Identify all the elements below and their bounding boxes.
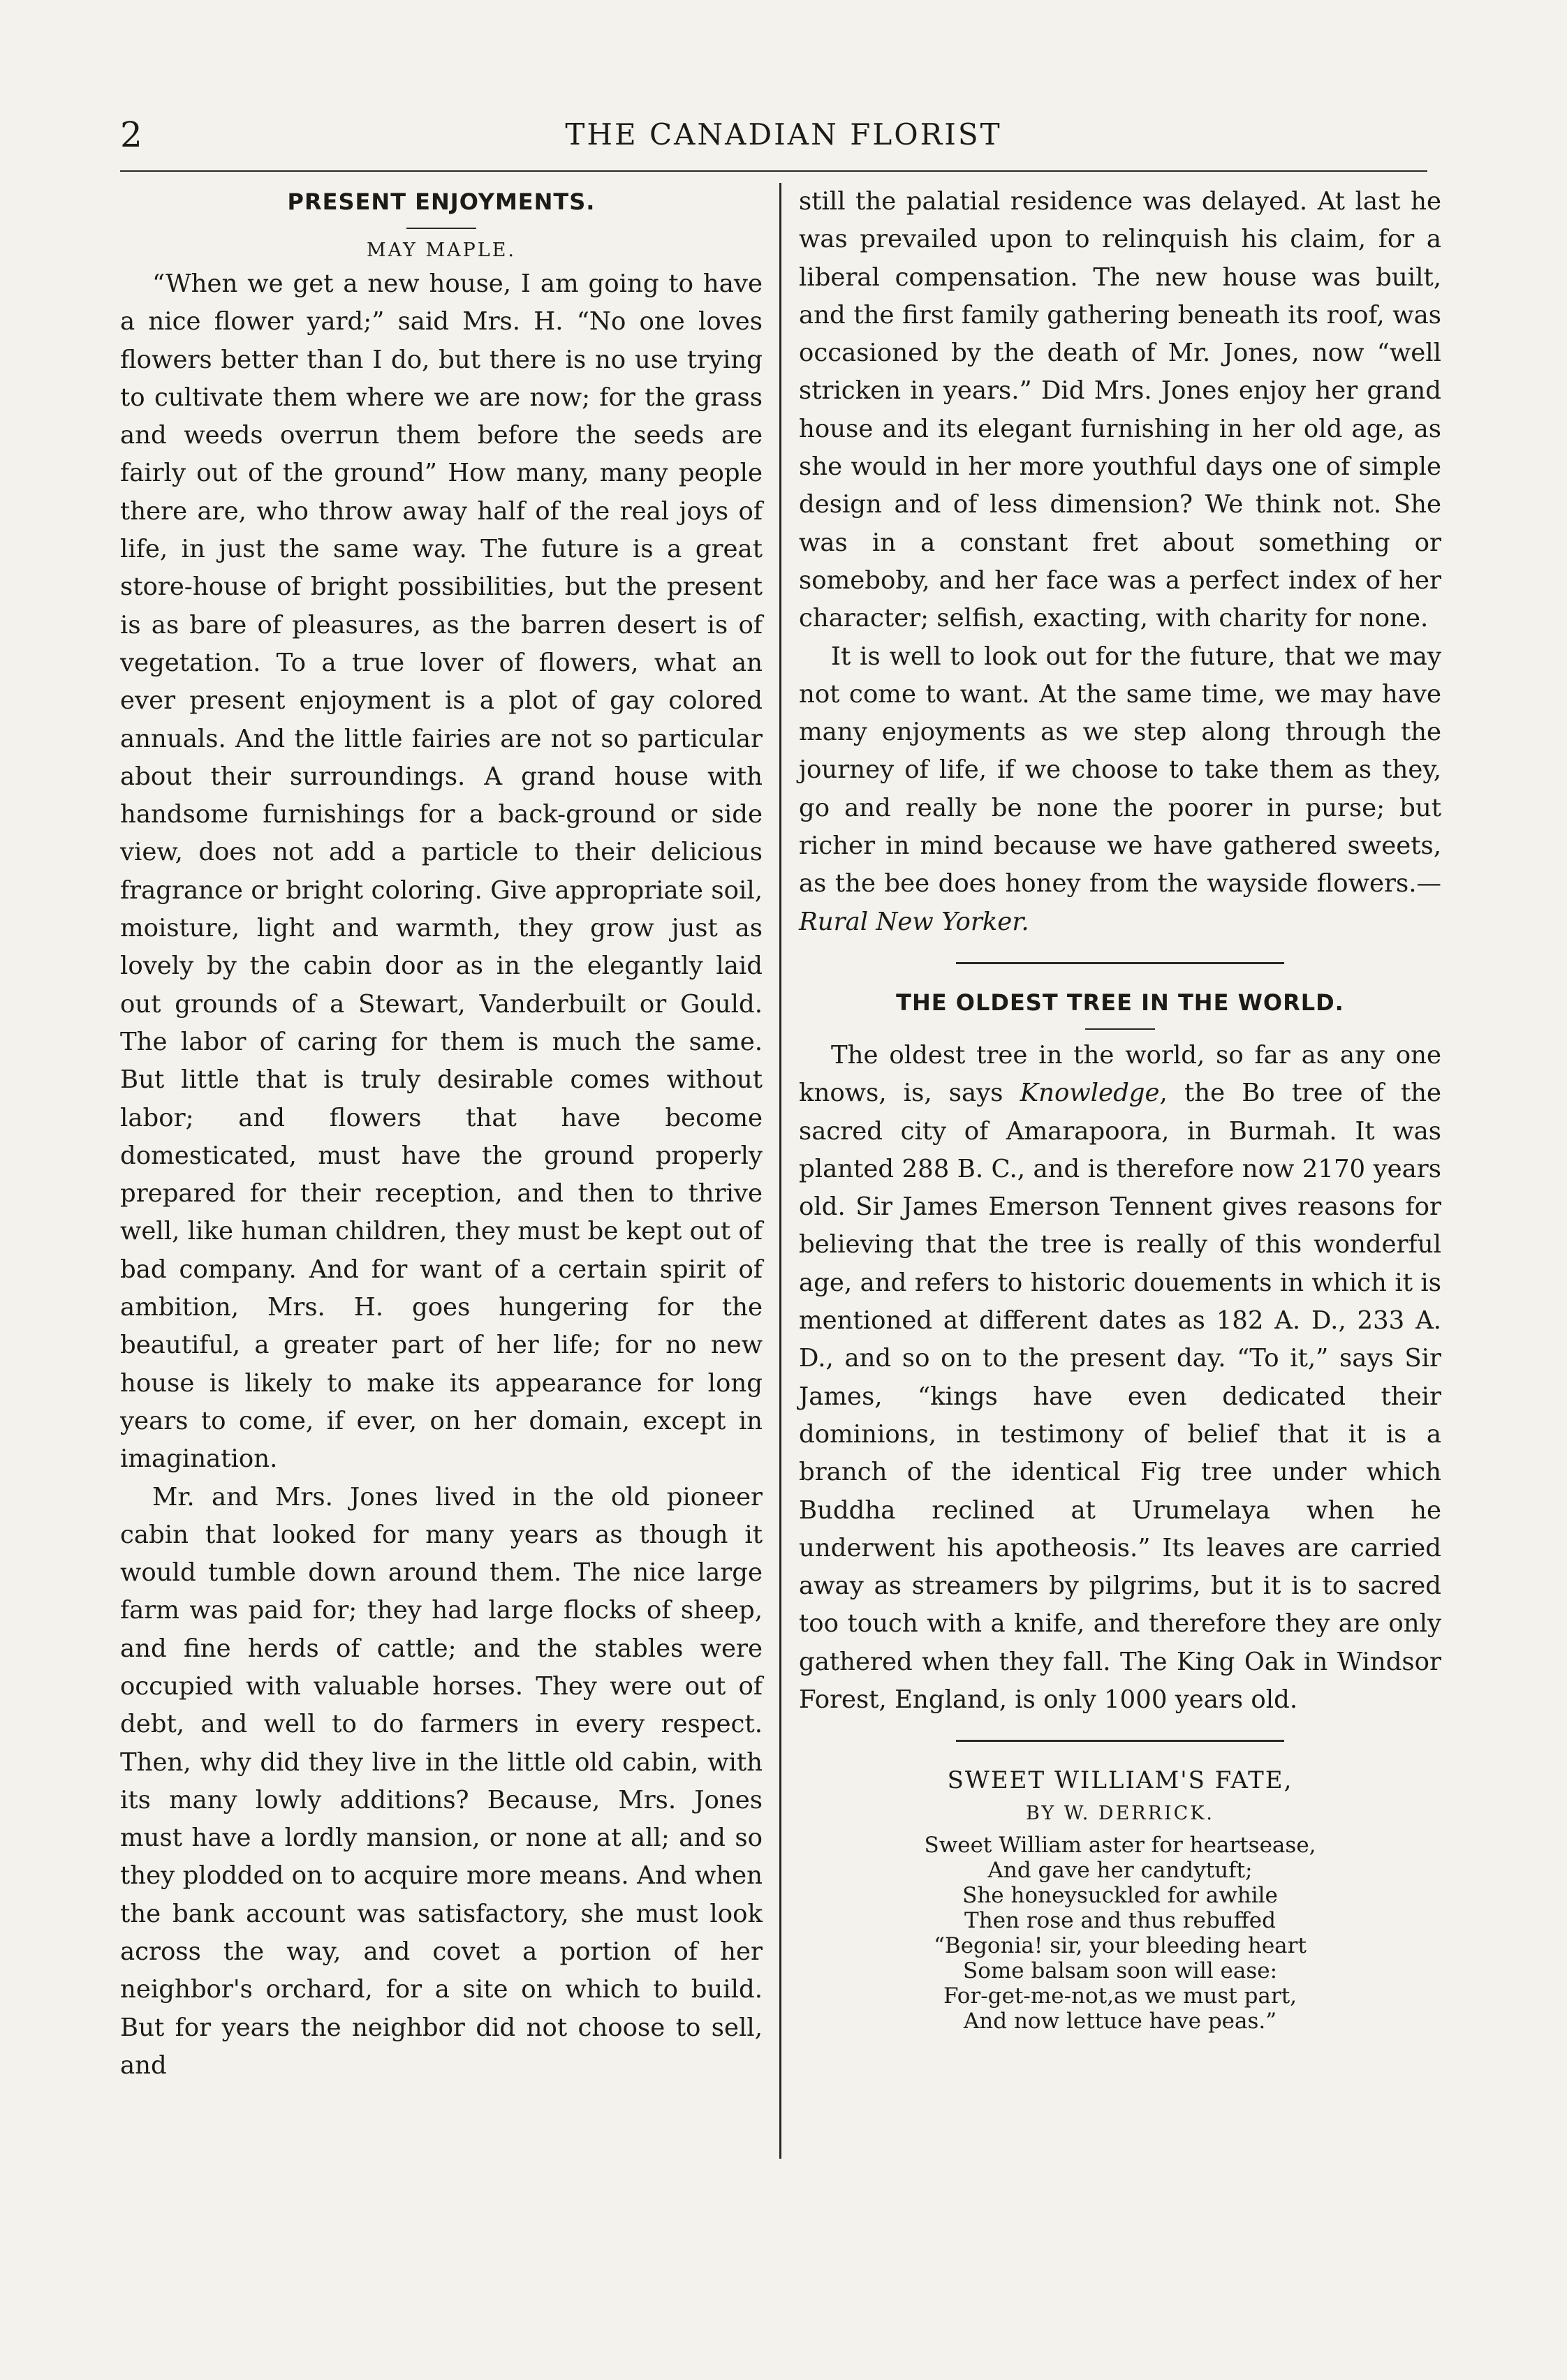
paragraph-text: , the Bo tree of the sacred city of Amarapoora, in Burmah. It was planted 288 B. C., and is therefore now 2170 years old. Sir James Emerson Tennent gives reasons for believing that the tree is really of this wonderful age, and refers to historic douements in which it is mentioned at different dates as 182 A. D., 233 A. D., and so on to the present day. “To it,” says Sir James, “kings have even dedicated their dominions, in testimony of belief that it is a branch of the identical Fig tree under which Buddha reclined at Urumelaya when he underwent his apotheosis.” Its leaves are carried away as streamers by pilgrims, but it is to sacred too touch with a knife, and therefore they are only gathered when they fall. The King Oak in Windsor Forest, England, is only 1000 years old. xyxy=(799,1079,1441,1714)
poem-title: SWEET WILLIAM'S FATE, xyxy=(947,1766,1293,1795)
article-paragraph: Mr. and Mrs. Jones lived in the old pioneer cabin that looked for many years as though it would tumble down around them. The nice large farm was paid for; they had large flocks of sheep, and fine herds of cattle; and the stables were occupied with valuable horses. They were out of debt, and well to do farmers in every respect. Then, why did they live in the little old cabin, with its many lowly additions? Because, Mrs. Jones must have a lordly mansion, or none at all; and so they plodded on to acquire more means. And when the bank account was satisfactory, she must look across the way, and covet a portion of her neighbor's orchard, for a site on which to build. But for years the neighbor did not choose to sell, and xyxy=(120,1482,763,2080)
poem-line: Some balsam soon will ease: xyxy=(962,1958,1278,1984)
header-rule xyxy=(120,170,1427,172)
title-rule xyxy=(1085,1028,1155,1030)
article-source: Rural New Yorker. xyxy=(799,907,1029,936)
poem-line: She honeysuckled for awhile xyxy=(962,1883,1278,1909)
poem-line: And gave her candytuft; xyxy=(987,1858,1253,1884)
poem-byline: BY W. DERRICK. xyxy=(1025,1803,1215,1825)
section-rule xyxy=(956,1740,1284,1742)
cited-source: Knowledge xyxy=(1020,1079,1160,1108)
right-column xyxy=(799,183,1441,2034)
paragraph-text: It is well to look out for the future, that we may not come to want. At the same time, we may have many enjoyments as we step along through the journey of life, if we choose to take them as they, go and really be none the poorer in purse; but richer in mind because we have gathered sweets, as the bee does honey from the wayside flowers.— xyxy=(799,642,1441,899)
left-column xyxy=(120,183,763,2085)
page-number: 2 xyxy=(120,114,142,155)
article-title-present-enjoyments: PRESENT ENJOYMENTS. xyxy=(287,189,596,215)
poem-line: And now lettuce have peas.” xyxy=(963,2009,1277,2034)
section-rule xyxy=(956,962,1284,964)
poem-line: “Begonia! sir, your bleeding heart xyxy=(934,1933,1307,1959)
article-paragraph xyxy=(799,1037,1441,1719)
poem-line: Then rose and thus rebuffed xyxy=(964,1908,1276,1934)
article-paragraph xyxy=(799,638,1441,941)
poem-line: Sweet William aster for heartsease, xyxy=(924,1833,1316,1858)
article-paragraph: “When we get a new house, I am going to have a nice flower yard;” said Mrs. H. “No one loves flowers better than I do, but there is no use trying to cultivate them where we are now; for the grass and weeds overrun them before the seeds are fairly out of the ground” How many, many people there are, who throw away half of the real joys of life, in just the same way. The future is a great store-house of bright possibilities, but the present is as bare of pleasures, as the barren desert is of vegetation. To a true lover of flowers, what an ever present enjoyment is a plot of gay colored annuals. And the little fairies are not so particular about their surroundings. A grand house with handsome furnishings for a back-ground or side view, does not add a particle to their delicious fragrance or bright coloring. Give appropriate soil, moisture, light and warmth, they grow just as lovely by the cabin door as in the elegantly laid out grounds of a Stewart, Vanderbuilt or Gould. The labor of caring for them is much the same. But little that is truly desirable comes without labor; and flowers that have become domesticated, must have the ground properly prepared for their reception, and then to thrive well, like human children, they must be kept out of bad company. And for want of a certain spirit of ambition, Mrs. H. goes hungering for the beautiful, a greater part of her life; for no new house is likely to make its appearance for long years to come, if ever, on her domain, except in imagination. xyxy=(120,269,763,1474)
running-head: THE CANADIAN FLORIST xyxy=(565,117,1002,151)
title-rule xyxy=(406,228,476,229)
poem xyxy=(799,1833,1441,2034)
article-title-oldest-tree: THE OLDEST TREE IN THE WORLD. xyxy=(896,989,1344,1016)
article-byline: MAY MAPLE. xyxy=(367,239,516,261)
article-paragraph: still the palatial residence was delayed. At last he was prevailed upon to relinquish his claim, for a liberal compensation. The new house was built, and the first family gathering beneath its roof, was occasioned by the death of Mr. Jones, now “well stricken in years.” Did Mrs. Jones enjoy her grand house and its elegant furnishing in her old age, as she would in her more youthful days one of simple design and of less dimension? We think not. She was in a constant fret about something or someboby, and her face was a perfect index of her character; selfish, exacting, with charity for none. xyxy=(799,187,1441,633)
paragraph-text: The oldest tree in the world, so far as any one knows, is, says xyxy=(799,1040,1441,1108)
poem-line: For-get-me-not,as we must part, xyxy=(943,1983,1297,2009)
column-divider xyxy=(779,183,781,2159)
